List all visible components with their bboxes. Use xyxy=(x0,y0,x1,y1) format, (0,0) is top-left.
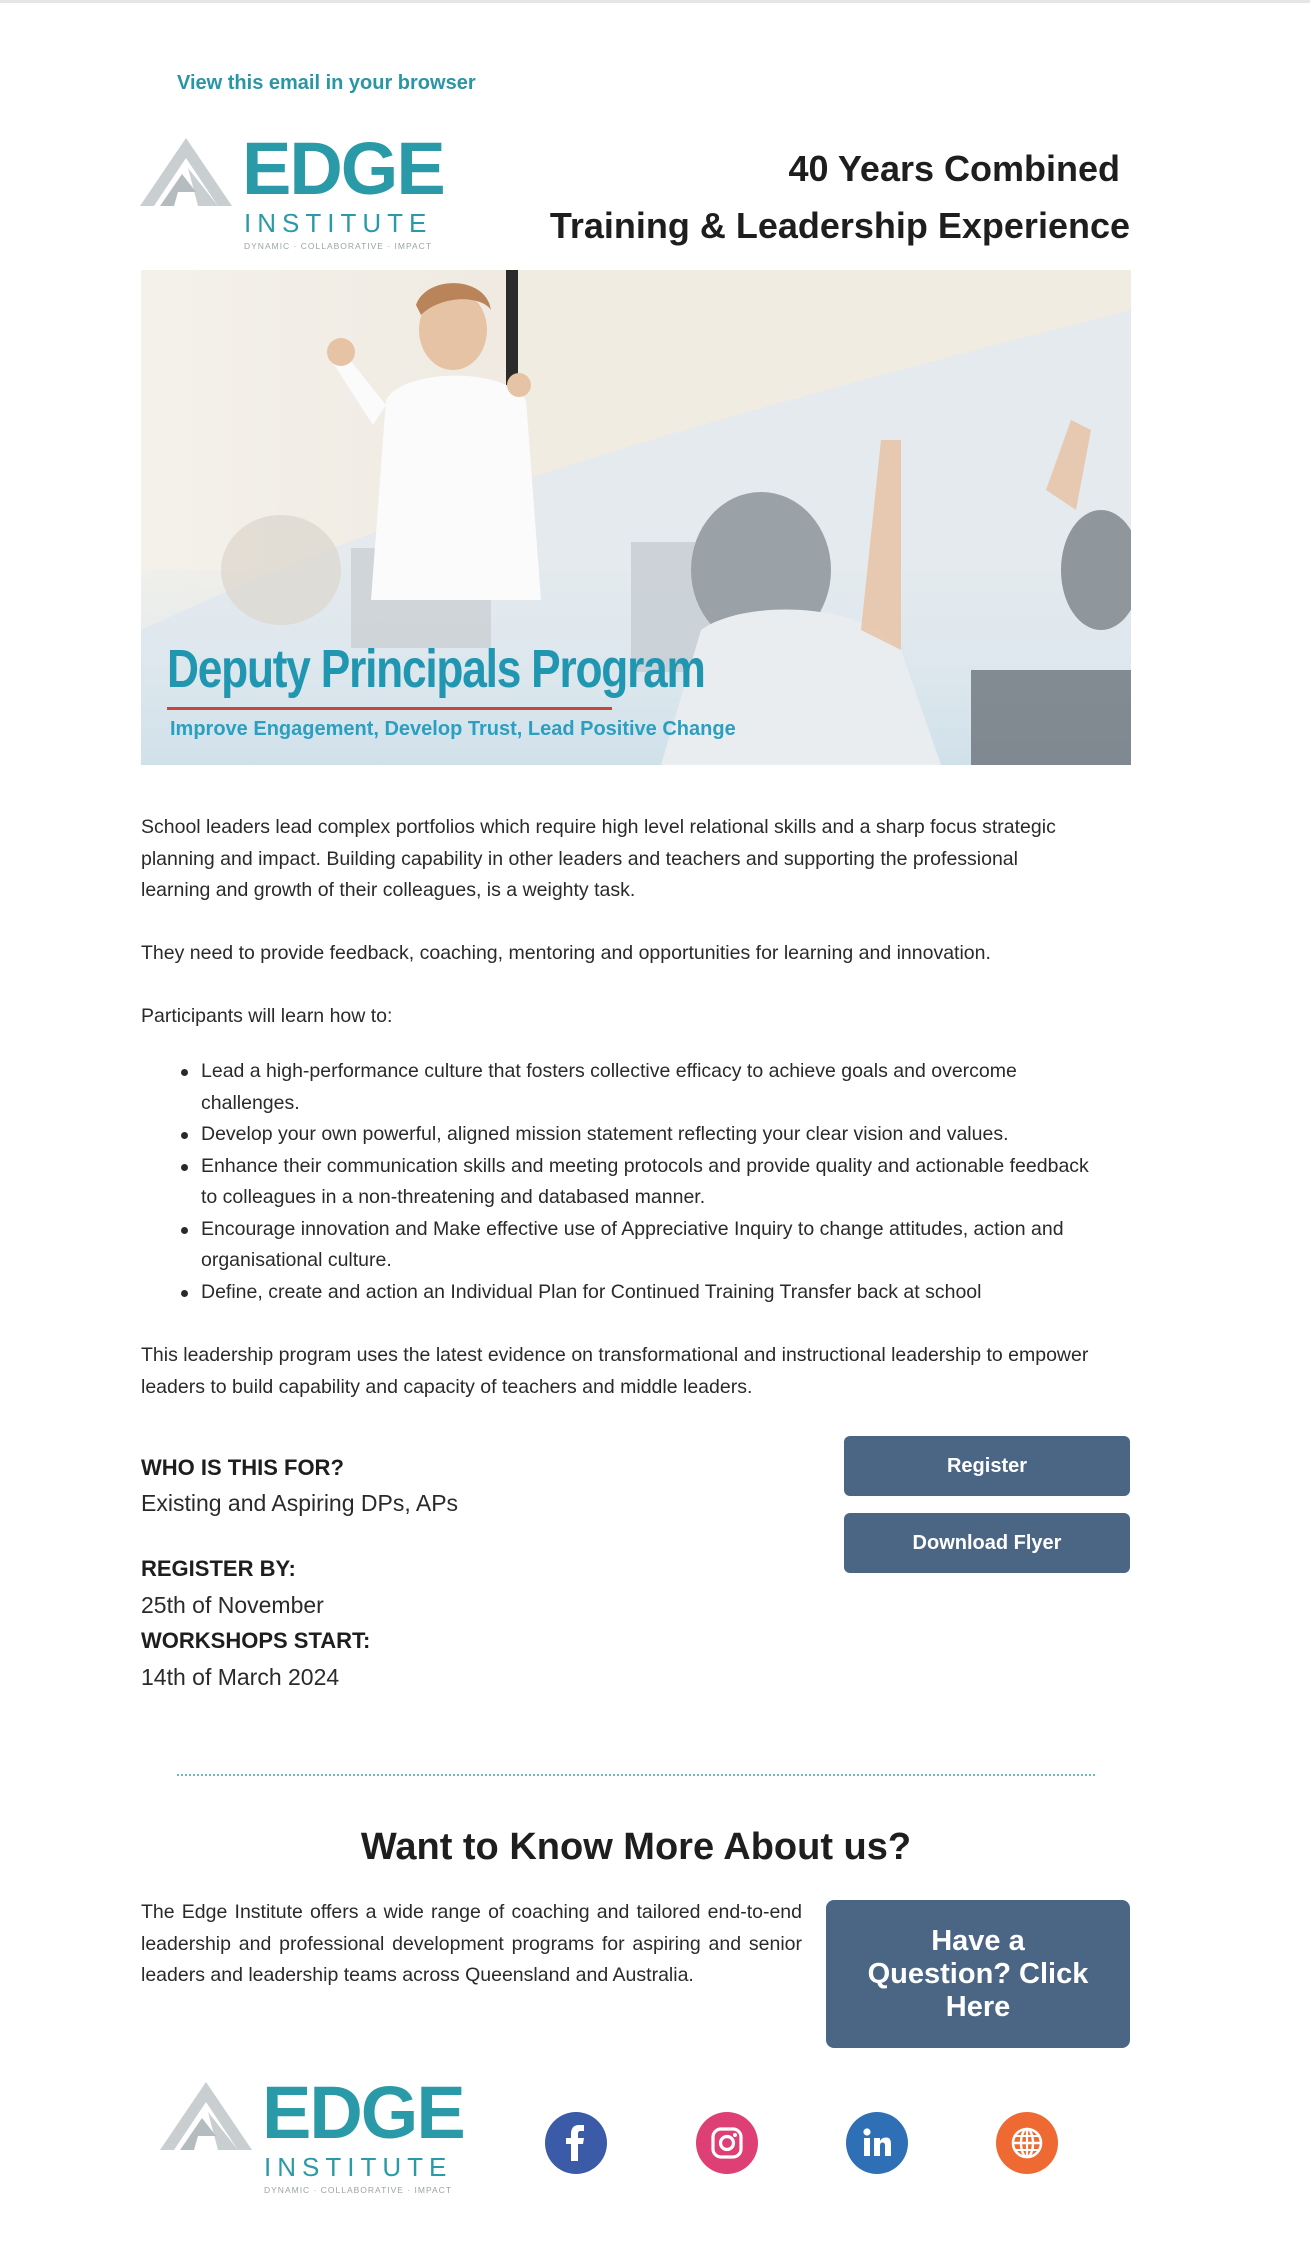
need-paragraph: They need to provide feedback, coaching, mentoring and opportunities for learning and innovation. xyxy=(141,942,991,964)
logo-institute-text: INSTITUTE xyxy=(264,2152,453,2182)
learn-intro-paragraph: Participants will learn how to: xyxy=(141,1005,393,1027)
who-value: Existing and Aspiring DPs, APs xyxy=(141,1490,459,1516)
globe-icon[interactable] xyxy=(996,2112,1058,2174)
have-a-question-button[interactable]: Have a Question? Click Here xyxy=(826,1900,1130,2048)
view-in-browser-link[interactable]: View this email in your browser xyxy=(177,72,476,94)
logo-institute-text: INSTITUTE xyxy=(244,208,433,238)
register-by-label: REGISTER BY: xyxy=(141,1556,296,1581)
about-title: Want to Know More About us? xyxy=(360,1826,912,1868)
program-title: Deputy Principals Program xyxy=(167,639,705,699)
facebook-icon[interactable] xyxy=(545,2112,607,2174)
headline xyxy=(550,140,1130,254)
logo-tagline: DYNAMIC · COLLABORATIVE · IMPACT xyxy=(244,241,433,251)
logo-tagline: DYNAMIC · COLLABORATIVE · IMPACT xyxy=(264,2185,453,2195)
intro-paragraph: School leaders lead complex portfolios which require high level relational skills and a sharp focus strategic planning and impact. Building capability in other leaders and teachers and supporting the professional learning and growth of their colleagues, is a weighty task. xyxy=(141,816,1056,901)
linkedin-icon[interactable] xyxy=(846,2112,908,2174)
logo-edge-text: EDGE xyxy=(262,2071,464,2154)
program-subtitle: Improve Engagement, Develop Trust, Lead Positive Change xyxy=(170,718,736,740)
instagram-icon[interactable] xyxy=(696,2112,758,2174)
learning-outcomes-list xyxy=(181,1056,1101,1308)
footer-edge-institute-logo[interactable] xyxy=(160,2071,464,2200)
list-item: Encourage innovation and Make effective use of Appreciative Inquiry to change attitudes, action and organisational culture. xyxy=(181,1214,1101,1277)
top-border xyxy=(0,0,1310,3)
logo-edge-text: EDGE xyxy=(242,127,444,210)
headline-line-2: Training & Leadership Experience xyxy=(549,205,1130,246)
workshops-start-label: WORKSHOPS START: xyxy=(141,1628,371,1653)
closing-paragraph: This leadership program uses the latest evidence on transformational and instructional leadership to empower leaders to build capability and capacity of teachers and middle leaders. xyxy=(141,1344,1089,1398)
section-divider xyxy=(177,1774,1095,1776)
list-item: Lead a high-performance culture that fosters collective efficacy to achieve goals and overcome challenges. xyxy=(181,1056,1101,1119)
about-paragraph: The Edge Institute offers a wide range of coaching and tailored end-to-end leadership and professional development programs for aspiring and senior leaders and leadership teams across Queensland and Australia. xyxy=(141,1901,802,1986)
register-button[interactable]: Register xyxy=(844,1436,1130,1496)
hero-banner xyxy=(141,270,1131,765)
register-by-value: 25th of November xyxy=(141,1592,324,1618)
headline-line-1: 40 Years Combined xyxy=(788,148,1120,189)
download-flyer-button[interactable]: Download Flyer xyxy=(844,1513,1130,1573)
logo-triangle-icon xyxy=(160,2082,252,2154)
list-item: Enhance their communication skills and meeting protocols and provide quality and actionable feedback to colleagues in a non-threatening and databased manner. xyxy=(181,1151,1101,1214)
edge-institute-logo[interactable] xyxy=(140,127,444,256)
workshops-start-value: 14th of March 2024 xyxy=(141,1664,340,1690)
list-item: Define, create and action an Individual Plan for Continued Training Transfer back at school xyxy=(181,1277,1101,1309)
logo-triangle-icon xyxy=(140,138,232,210)
list-item: Develop your own powerful, aligned mission statement reflecting your clear vision and values. xyxy=(181,1119,1101,1151)
program-title-underline xyxy=(167,707,612,710)
who-label: WHO IS THIS FOR? xyxy=(141,1455,344,1480)
